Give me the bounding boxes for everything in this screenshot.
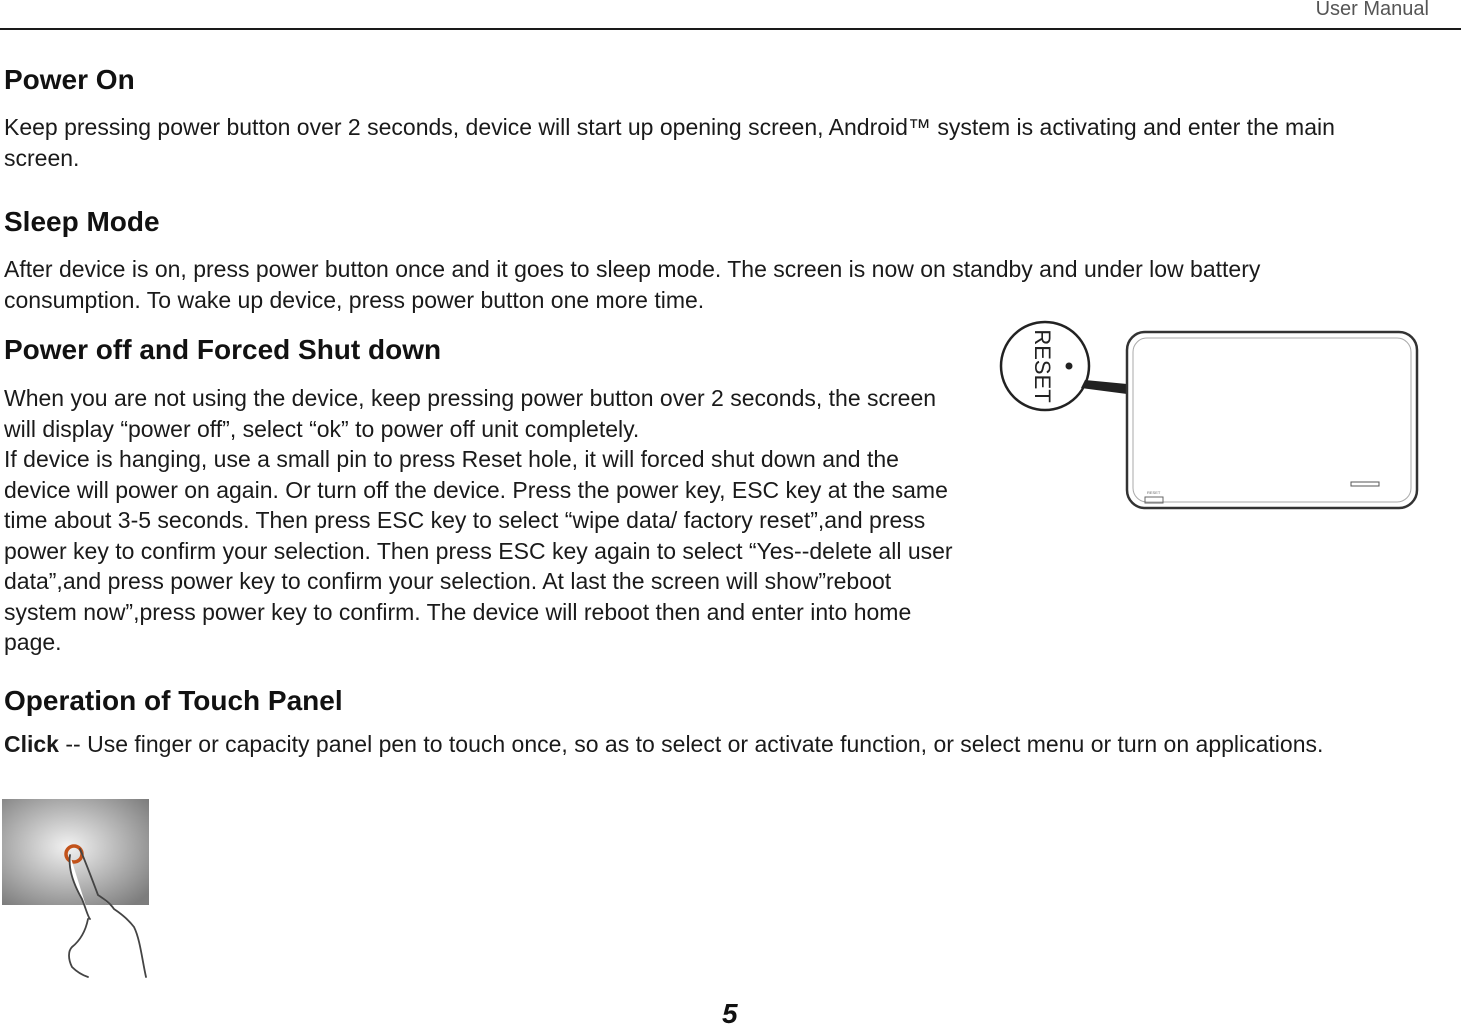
tablet-reset-illustration bbox=[995, 310, 1435, 560]
touch-panel-heading: Operation of Touch Panel bbox=[4, 685, 343, 716]
power-off-text: When you are not using the device, keep pressing power button over 2 seconds, the screen will display “power off”, select “ok” to power off unit completely. bbox=[4, 385, 937, 442]
power-on-text: Keep pressing power button over 2 seconds, device will start up opening screen, Android™ system is activating and enter the main screen. bbox=[4, 114, 1335, 171]
click-label: Click bbox=[4, 731, 59, 757]
header-divider bbox=[0, 28, 1461, 30]
touch-click-illustration bbox=[2, 799, 152, 979]
sleep-mode-heading: Sleep Mode bbox=[4, 206, 160, 237]
power-on-heading: Power On bbox=[4, 64, 135, 95]
callout-pointer bbox=[1081, 380, 1127, 394]
header-title: User Manual bbox=[1315, 0, 1429, 20]
reset-label: RESET bbox=[1030, 329, 1055, 403]
tablet-small-label: RESET bbox=[1147, 490, 1161, 495]
power-off-heading: Power off and Forced Shut down bbox=[4, 334, 442, 365]
click-text: -- Use finger or capacity panel pen to touch once, so as to select or activate function, or select menu or turn on applications. bbox=[58, 731, 1324, 757]
touch-panel-surface bbox=[2, 799, 149, 905]
sleep-mode-text: After device is on, press power button once and it goes to sleep mode. The screen is now on standby and under low battery consumption. To wake up device, press power button one more time. bbox=[4, 256, 1261, 313]
page-number: 5 bbox=[722, 998, 738, 1029]
click-description bbox=[4, 729, 1454, 760]
forced-shutdown-text: If device is hanging, use a small pin to press Reset hole, it will forced shut down and the device will power on again. Or turn off the device. Press the power key, ESC key at the same time about 3-5 seconds. Then press ESC key to select “wipe data/ factory reset”,and press power key to confirm your selection. Then press ESC key again to select “Yes--delete all user data”,and press power key to confirm your selection. At last the screen will show”reboot system now”,press power key to confirm. The device will reboot then and enter into home page. bbox=[4, 446, 953, 655]
reset-hole-dot bbox=[1066, 363, 1073, 370]
